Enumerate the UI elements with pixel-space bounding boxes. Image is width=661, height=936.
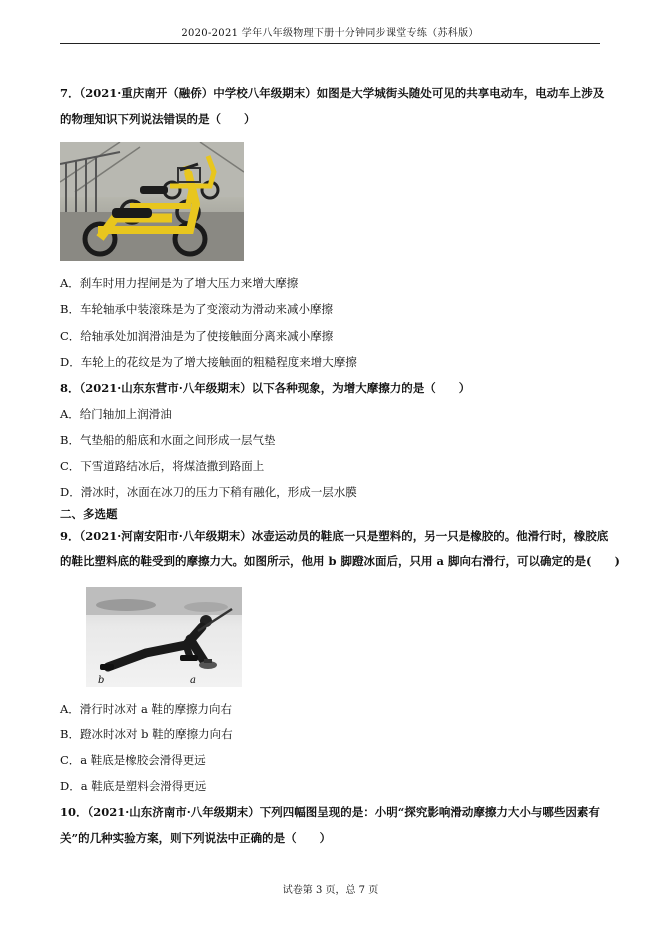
q10-stem-line1: 10．（2021·山东济南市·八年级期末）下列四幅图呈现的是：小明“探究影响滑动摩擦力大小与哪些因素有 xyxy=(60,805,600,819)
section-heading-multi-choice: 二、多选题 xyxy=(60,507,118,521)
label-b: b xyxy=(98,675,105,686)
q7-option-a: A．刹车时用力捏闸是为了增大压力来增大摩擦 xyxy=(60,276,299,290)
q7-option-d: D．车轮上的花纹是为了增大接触面的粗糙程度来增大摩擦 xyxy=(60,355,357,369)
page-header: 2020-2021 学年八年级物理下册十分钟同步课堂专练（苏科版） xyxy=(60,24,600,44)
curling-illustration xyxy=(86,587,242,687)
q10-stem-line2: 关”的几种实验方案，则下列说法中正确的是（ ） xyxy=(60,831,332,845)
q7-scooter-image xyxy=(60,142,244,261)
label-a: a xyxy=(190,675,196,686)
q7-option-c: C．给轴承处加润滑油是为了使接触面分离来减小摩擦 xyxy=(60,329,334,343)
q7-option-b: B．车轮轴承中装滚珠是为了变滚动为滑动来减小摩擦 xyxy=(60,302,333,316)
q9-stem-line2: 的鞋比塑料底的鞋受到的摩擦力大。如图所示，他用 b 脚蹬冰面后，只用 a 脚向右滑行，可以确定的是( ) xyxy=(60,554,620,568)
q9-option-d: D．a 鞋底是塑料会滑得更远 xyxy=(60,779,207,793)
q9-curling-image xyxy=(86,587,242,687)
page-footer: 试卷第 3 页，总 7 页 xyxy=(282,885,379,896)
q7-stem-line1: 7．（2021·重庆南开（融侨）中学校八年级期末）如图是大学城街头随处可见的共享电动车，电动车上涉及 xyxy=(60,86,605,100)
q8-option-b: B．气垫船的船底和水面之间形成一层气垫 xyxy=(60,433,276,447)
scooter-illustration xyxy=(60,142,244,261)
q8-option-c: C．下雪道路结冰后，将煤渣撒到路面上 xyxy=(60,459,265,473)
q9-option-a: A．滑行时冰对 a 鞋的摩擦力向右 xyxy=(60,702,232,716)
q9-option-b: B．蹬冰时冰对 b 鞋的摩擦力向右 xyxy=(60,727,233,741)
q8-stem: 8．（2021·山东东营市·八年级期末）以下各种现象，为增大摩擦力的是（ ） xyxy=(60,381,471,395)
q9-option-c: C．a 鞋底是橡胶会滑得更远 xyxy=(60,753,206,767)
q8-option-d: D．滑冰时，冰面在冰刀的压力下稍有融化，形成一层水膜 xyxy=(60,485,357,499)
q8-option-a: A．给门轴加上润滑油 xyxy=(60,407,172,421)
q7-stem-line2: 的物理知识下列说法错误的是（ ） xyxy=(60,112,256,126)
q9-stem-line1: 9．（2021·河南安阳市·八年级期末）冰壶运动员的鞋底一只是塑料的，另一只是橡胶的。他滑行时，橡胶底 xyxy=(60,529,609,543)
